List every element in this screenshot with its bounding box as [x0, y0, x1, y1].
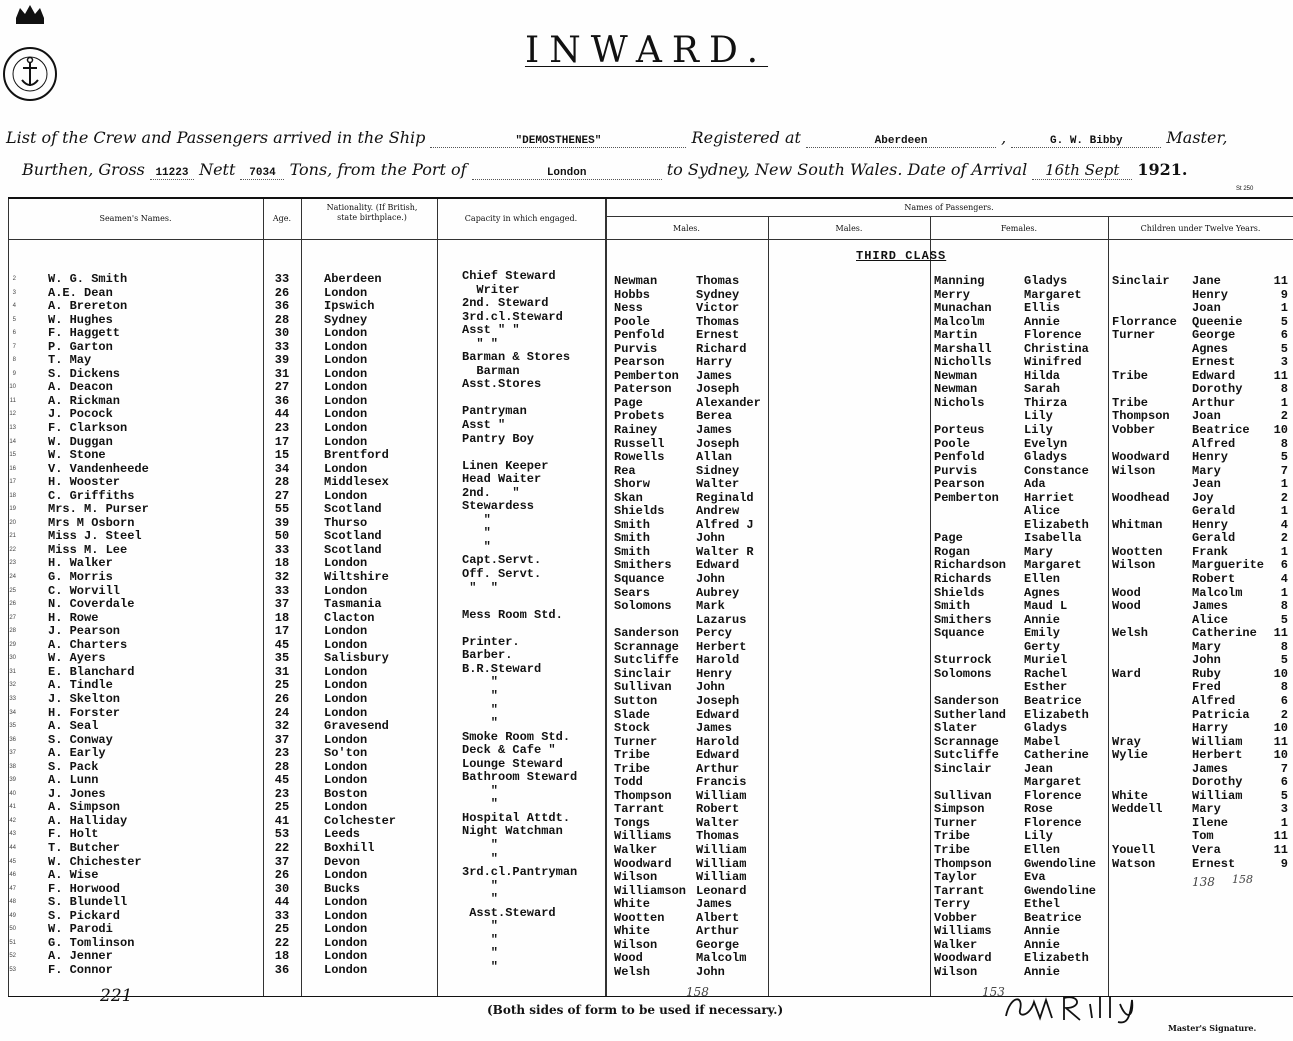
- ship-name-field: "DEMOSTHENES": [430, 135, 686, 148]
- header-line-1: List of the Crew and Passengers arrived in the Ship "DEMOSTHENES" Registered at Aberdeen , G. W. Bibby Master,: [6, 128, 1228, 147]
- crew-nationality-column: Aberdeen London Ipswich Sydney London London London London London London London London London Brentford London Middlesex London Scotland Thurso Scotland Scotland London Wiltshire London Tasmania Clacton London London Salisbury London London London London Gravesend London So'ton London London Boston London Colchester Leeds Boxhill Devon London Bucks London London London London London London: [324, 272, 397, 977]
- males-total: 158: [686, 985, 709, 999]
- header-line-2: [22, 160, 1187, 180]
- arrival-label: Date of Arrival: [907, 160, 1028, 179]
- crew-names-column: W. G. Smith A.E. Dean A. Brereton W. Hughes F. Haggett P. Garton T. May S. Dickens A. Deacon A. Rickman J. Pocock F. Clarkson W. Duggan W. Stone V. Vandenheede H. Wooster C. Griffiths Mrs. M. Purser Mrs M Osborn Miss J. Steel Miss M. Lee H. Walker G. Morris C. Worvill N. Coverdale H. Rowe J. Pearson A. Charters W. Ayers E. Blanchard A. Tindle J. Skelton H. Forster A. Seal S. Conway A. Early S. Pack A. Lunn J. Jones A. Simpson A. Halliday F. Holt T. Butcher W. Chichester A. Wise F. Horwood S. Blundell S. Pickard W. Parodi G. Tomlinson A. Jenner F. Connor: [48, 272, 149, 977]
- children-surnames-column: Sinclair Florrance Turner Tribe Tribe Thompson Vobber Woodward Wilson Woodhead Whitman Wootten Wilson Wood Wood Welsh Ward Wray Wylie White Weddell Youell Watson: [1112, 274, 1177, 871]
- nett-label: Nett: [199, 160, 236, 179]
- master-name-field: G. W. Bibby: [1011, 135, 1161, 148]
- male-surnames-column: Newman Hobbs Ness Poole Penfold Purvis Pearson Pemberton Paterson Page Probets Rainey Russell Rowells Rea Shorw Skan Shields Smith Smith Smith Smithers Squance Sears Solomons Sanderson Scrannage Sutcliffe Sinclair Sullivan Sutton Slade Stock Turner Tribe Tribe Todd Thompson Tarrant Tongs Williams Walker Woodward Wilson Williamson White Wootten White Wilson Wood Welsh: [614, 274, 687, 979]
- footer-note: (Both sides of form to be used if necessary.): [487, 1003, 784, 1017]
- crew-capacity-column: Chief Steward Writer 2nd. Steward 3rd.cl.Steward Asst " " " " Barman & Stores Barman Asst.Stores Pantryman Asst " Pantry Boy Linen Keeper Head Waiter 2nd. " Stewardess " " " Capt.Servt. Off. Servt. " " Mess Room Std. Printer. Barber. B.R.Steward " " " " Smoke Room Std. Deck & Cafe " Lounge Steward Bathroom Steward " " Hospital Attdt. Night Watchman " " 3rd.cl.Pantryman " " Asst.Steward " " " ": [462, 269, 578, 974]
- port-field: London: [472, 167, 662, 180]
- male-given-names-column: Thomas Sydney Victor Thomas Ernest Richard Harry James Joseph Alexander Berea James Joseph Allan Sidney Walter Reginald Andrew Alfred J John Walter R Edward John Aubrey Mark Lazarus Percy Herbert Harold Henry John Joseph Edward James Harold Edward Arthur Francis William Robert Walter Thomas William William William Leonard James Albert Arthur George Malcolm John: [696, 274, 761, 979]
- registered-port-field: Aberdeen: [806, 135, 996, 148]
- nett-tonnage-field: 7034: [240, 167, 284, 180]
- col-nationality: Nationality. (If British, state birthplace.): [326, 203, 418, 222]
- col-males-2: Males.: [835, 224, 863, 233]
- children-total: 138: [1192, 875, 1215, 889]
- col-children: Children under Twelve Years.: [1140, 224, 1261, 233]
- col-age: Age.: [272, 214, 292, 223]
- master-signature-label: Master's Signature.: [1168, 1023, 1257, 1033]
- form-number: St 250: [1236, 186, 1254, 192]
- children-ages-column: 11 9 1 5 6 5 3 11 8 1 2 10 8 5 7 1 2 1 4 2 1 6 4 1 8 5 11 8 5 10 8 6 2 10 11 10 7 6 5 3 1 11 11 9: [1273, 274, 1288, 871]
- master-signature: [1000, 990, 1140, 1024]
- page-title: INWARD.: [524, 30, 769, 71]
- burthen-label: Burthen, Gross: [22, 160, 145, 179]
- arrival-year: 1921.: [1137, 160, 1188, 179]
- port-label: Tons, from the Port of: [289, 160, 467, 179]
- col-seamens-names: Seamen's Names.: [99, 214, 172, 223]
- gross-tonnage-field: 11223: [150, 167, 194, 180]
- col-names-of-passengers: Names of Passengers.: [904, 203, 994, 212]
- females-total: 153: [982, 985, 1005, 999]
- col-capacity: Capacity in which engaged.: [464, 214, 578, 223]
- crew-ages-column: 33 26 36 28 30 33 39 31 27 36 44 23 17 15 34 28 27 55 39 50 33 18 32 33 37 18 17 45 35 31 25 26 24 32 37 23 28 45 23 25 41 53 22 37 26 30 44 33 25 22 18 36: [274, 272, 290, 977]
- destination-label: to Sydney, New South Wales.: [666, 160, 903, 179]
- children-total-2: 158: [1232, 873, 1253, 886]
- col-males-1: Males.: [673, 224, 700, 233]
- arrival-date-field: 16th Sept: [1032, 161, 1132, 180]
- crew-total: 221: [100, 986, 133, 1006]
- female-surnames-column: Manning Merry Munachan Malcolm Martin Marshall Nicholls Newman Newman Nichols Porteus Poole Penfold Purvis Pearson Pemberton Page Rogan Richardson Richards Shields Smith Smithers Squance Sturrock Solomons Sanderson Sutherland Slater Scrannage Sutcliffe Sinclair Sullivan Simpson Turner Tribe Tribe Thompson Taylor Tarrant Terry Vobber Williams Walker Woodward Wilson: [934, 274, 1007, 979]
- crew-passenger-table: [8, 197, 1293, 997]
- list-of-crew-label: List of the Crew and Passengers arrived in the Ship: [6, 128, 426, 147]
- registered-label: Registered at: [691, 128, 801, 147]
- third-class-heading: THIRD CLASS: [856, 249, 947, 263]
- children-given-names-column: Jane Henry Joan Queenie George Agnes Ernest Edward Dorothy Arthur Joan Beatrice Alfred Henry Mary Jean Joy Gerald Henry Gerald Frank Marguerite Robert Malcolm James Alice Catherine Mary John Ruby Fred Alfred Patricia Harry William Herbert James Dorothy William Mary Ilene Tom Vera Ernest: [1192, 274, 1265, 871]
- row-numbers: 2 3 4 5 6 7 8 9 10 11 12 13 14 15 16 17 18 19 20 21 22 23 24 25 26 27 28 29 30 31 32 33 34 35 36 37 38 39 40 41 42 43 44 45 46 47 48 49 50 51 52 53: [9, 276, 16, 973]
- master-label: Master,: [1166, 128, 1228, 147]
- col-females: Females.: [1000, 224, 1038, 233]
- female-given-names-column: Gladys Margaret Ellis Annie Florence Christina Winifred Hilda Sarah Thirza Lily Lily Evelyn Gladys Constance Ada Harriet Alice Elizabeth Isabella Mary Margaret Ellen Agnes Maud L Annie Emily Gerty Muriel Rachel Esther Beatrice Elizabeth Gladys Mabel Catherine Jean Margaret Florence Rose Florence Lily Ellen Gwendoline Eva Gwendoline Ethel Beatrice Annie Annie Elizabeth Annie: [1024, 274, 1097, 979]
